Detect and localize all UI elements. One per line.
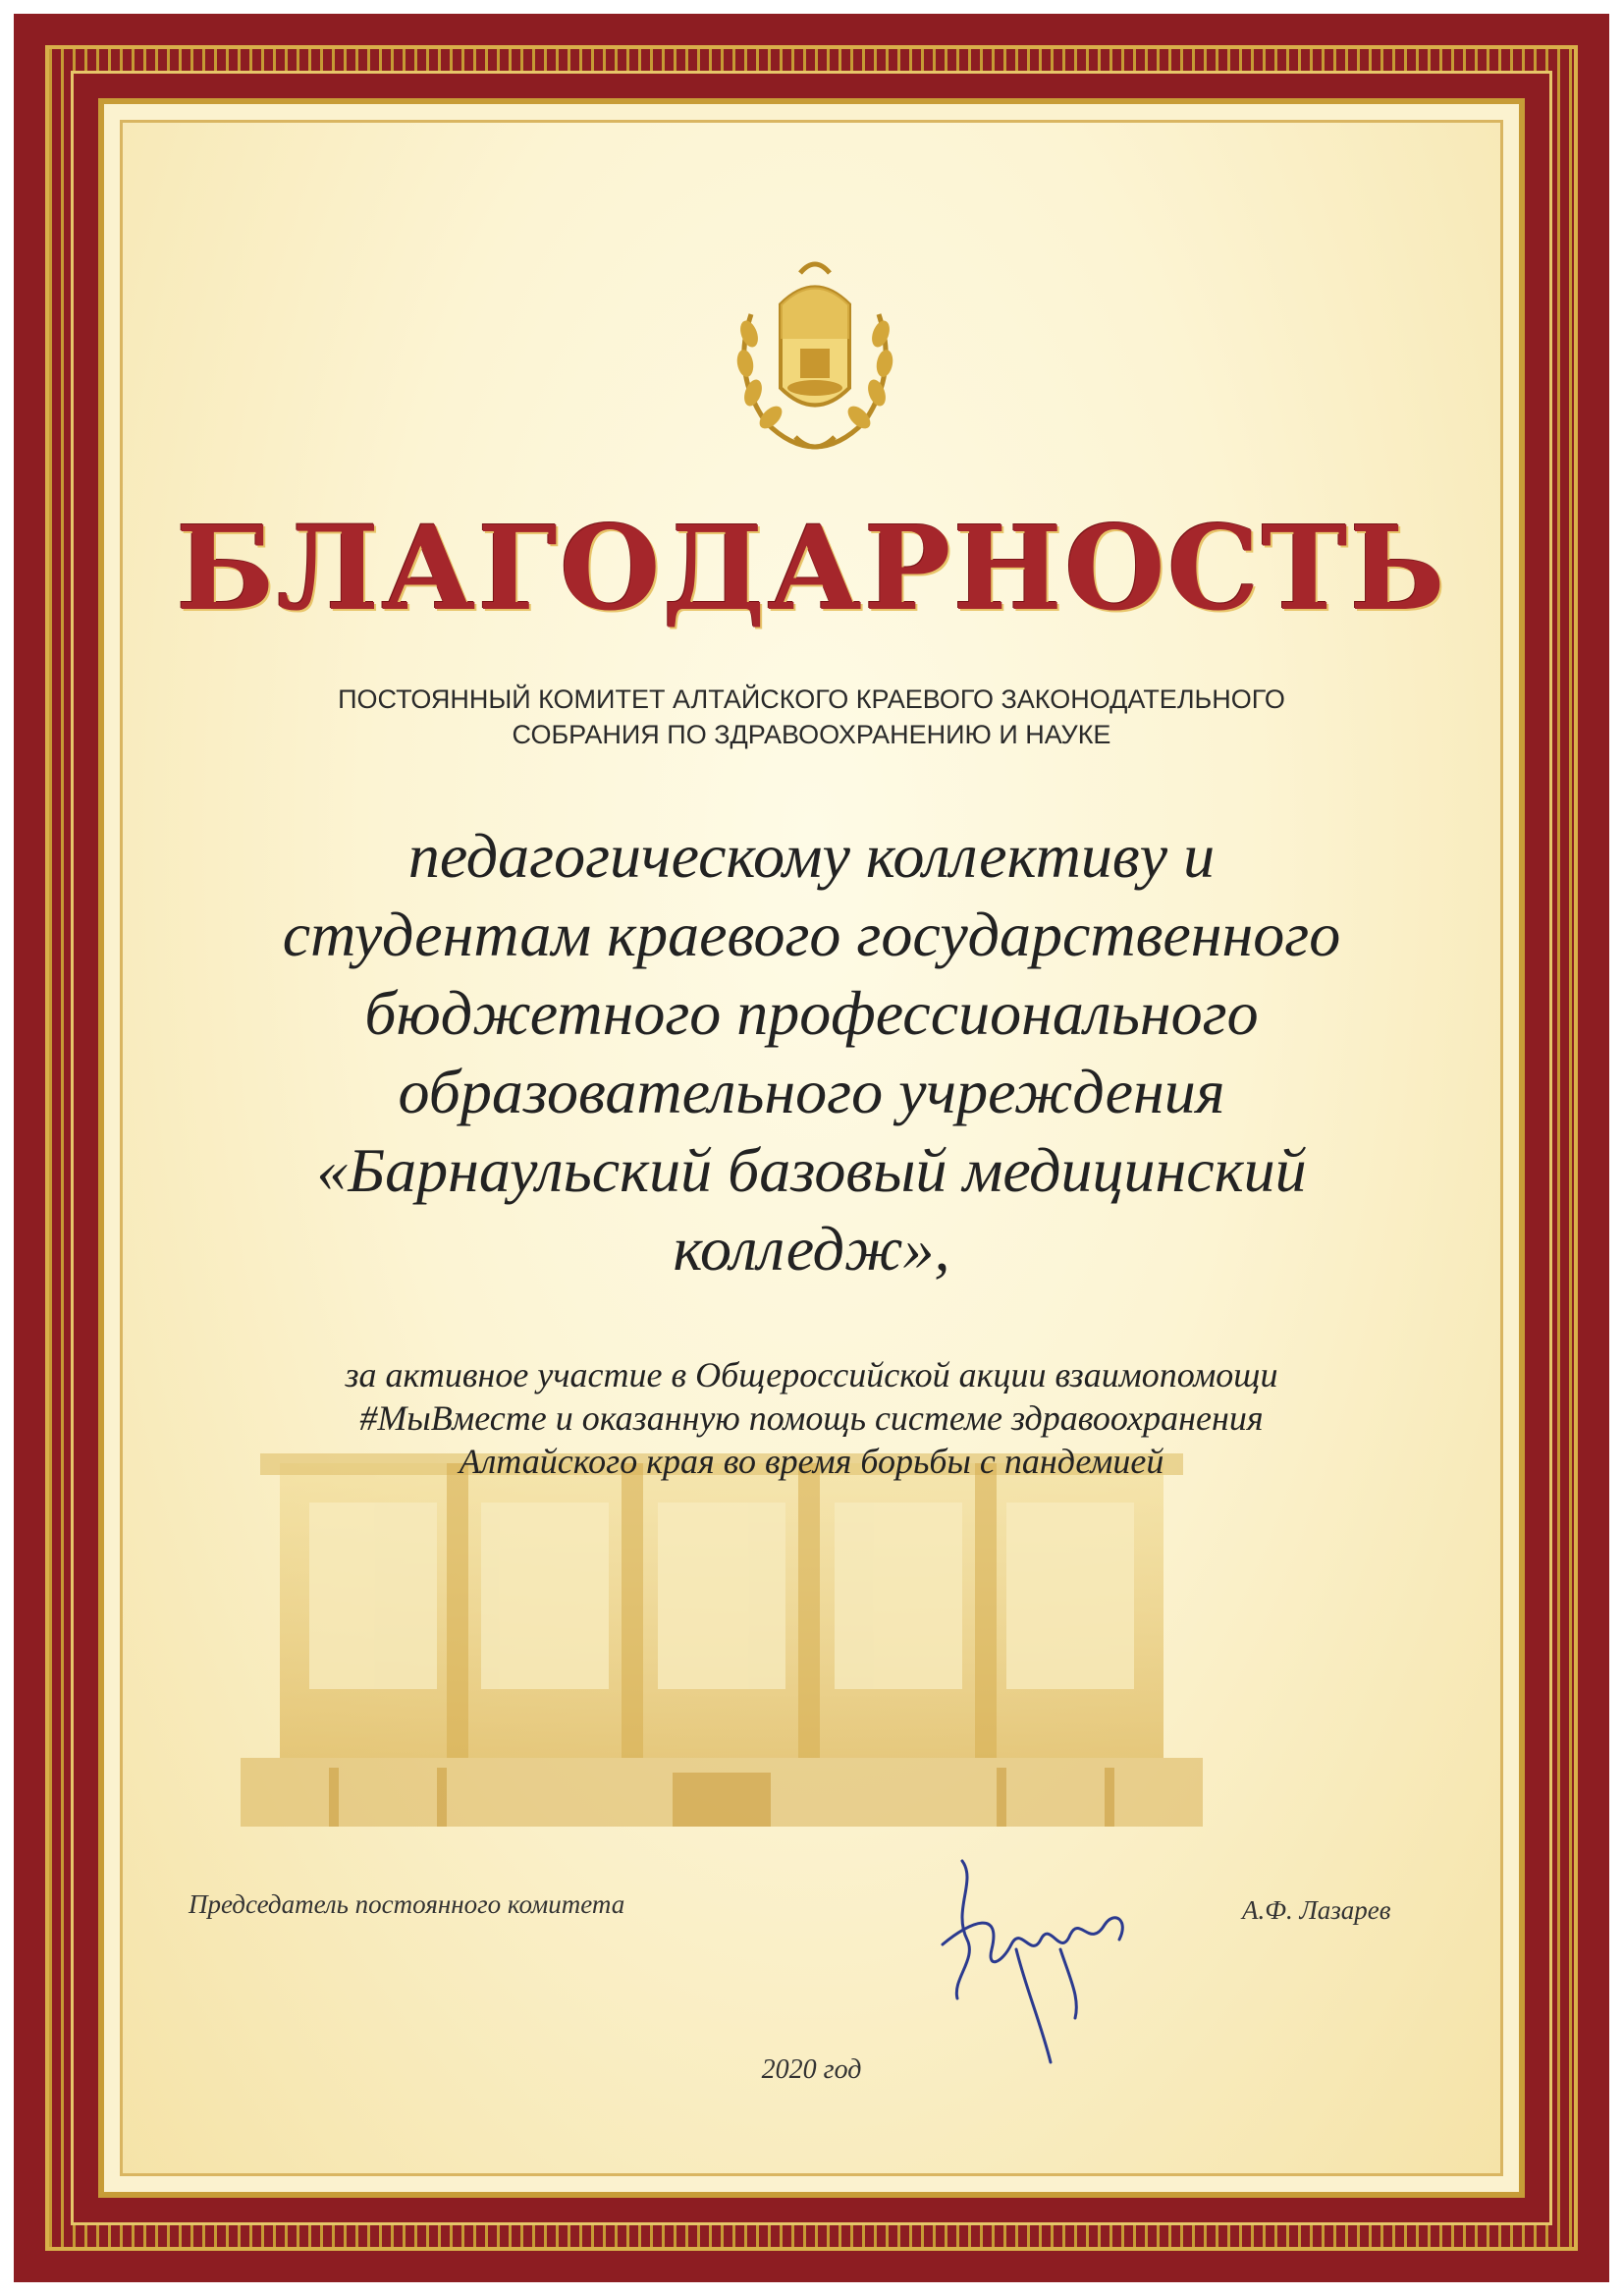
certificate-title: БЛАГОДАРНОСТЬ <box>176 500 1447 636</box>
signatory-name: А.Ф. Лазарев <box>1242 1895 1391 1925</box>
recipient-line: образовательного учреждения <box>398 1057 1225 1126</box>
recipient-line: студентам краевого государственного <box>282 900 1341 969</box>
reason-line: Алтайского края во время борьбы с пандемией <box>459 1442 1164 1481</box>
recipient-line: «Барнаульский базовый медицинский <box>316 1135 1307 1205</box>
altai-krai-emblem-icon <box>722 255 908 462</box>
reason-text <box>0 1353 1623 1483</box>
recipient-line: колледж», <box>673 1214 950 1284</box>
signatory-title: Председатель постоянного комитета <box>189 1889 625 1919</box>
reason-line: за активное участие в Общероссийской акции взаимопомощи <box>345 1355 1278 1394</box>
recipient-line: бюджетного профессионального <box>364 978 1259 1048</box>
committee-name <box>0 682 1623 752</box>
committee-line: ПОСТОЯННЫЙ КОМИТЕТ АЛТАЙСКОГО КРАЕВОГО ЗАКОНОДАТЕЛЬНОГО <box>338 684 1285 714</box>
recipient-text <box>0 817 1623 1288</box>
issue-year: 2020 год <box>761 2054 862 2085</box>
recipient-line: педагогическому коллективу и <box>407 821 1216 891</box>
committee-line: СОБРАНИЯ ПО ЗДРАВООХРАНЕНИЮ И НАУКЕ <box>512 720 1111 749</box>
reason-line: #МыВместе и оказанную помощь системе здравоохранения <box>359 1398 1264 1438</box>
building-watermark-icon <box>241 1434 1203 1856</box>
handwritten-signature-icon <box>933 1851 1139 2077</box>
